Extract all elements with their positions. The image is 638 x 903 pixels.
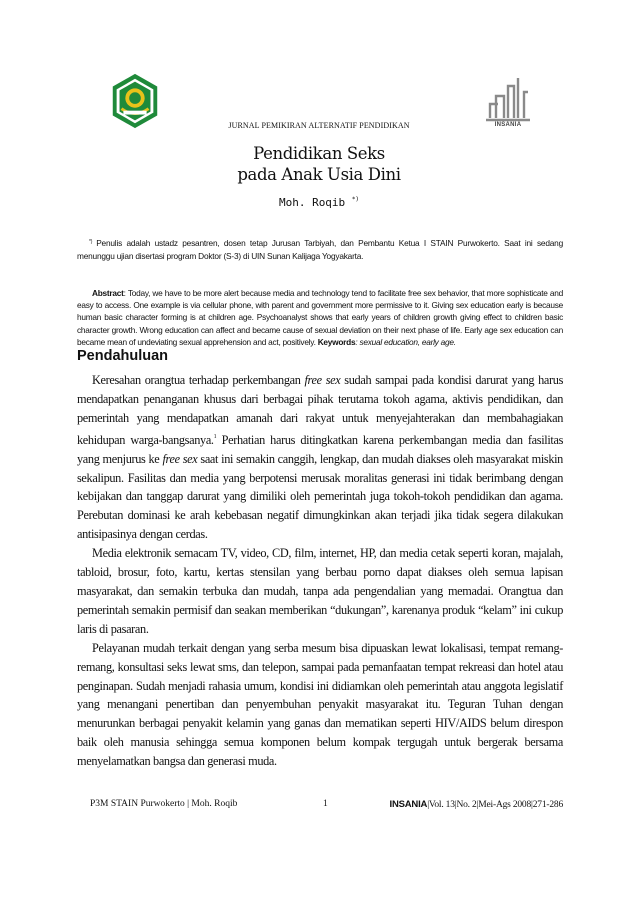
- footnote-mark: *): [89, 239, 93, 245]
- journal-name: JURNAL PEMIKIRAN ALTERNATIF PENDIDIKAN: [228, 121, 410, 130]
- footer-publisher: P3M STAIN Purwokerto | Moh. Roqib: [90, 799, 238, 809]
- paragraph-2: Media elektronik semacam TV, video, CD, film, internet, HP, dan media cetak seperti koran, majalah, tabloid, brosur, foto, kartu, kertas stensilan yang berbau porno dapat diakses oleh semua lapisan masyarakat, dan semakin terbuka dan mudah, tanpa ada pengendalian yang memadai. Orangtua dan pemerintah semakin permisif dan seakan memberikan “dukungan”, karenanya produk “kelam” ini cukup laris di pasaran.: [77, 546, 563, 636]
- author-line: [0, 196, 638, 209]
- paragraph-3: Pelayanan mudah terkait dengan yang serba mesum bisa dipuaskan lewat lokalisasi, tempat remang-remang, konsultasi seks lewat sms, dan telepon, sampai pada pemanfaatan tempat rekreasi dan hotel atau penginapan. Sudah menjadi rahasia umum, kondisi ini didiamkan oleh pemerintah atau anggota legislatif yang menangani penertiban dan penyembuhan penyakit masyarakat itu. Teguran Tuhan dengan menurunkan berbagai penyakit kelamin yang ganas dan mematikan seperti HIV/AIDS belum direspon baik oleh manusia sehingga semua komponen belum kompak tergugah untuk bergerak bersama menyelamatkan bangsa dan generasi muda.: [77, 640, 563, 769]
- section-body: [77, 371, 563, 771]
- keywords-label: Keywords: [317, 336, 356, 347]
- footnote-ref-1: 1: [213, 433, 217, 440]
- logo-caption: INSANIA: [494, 122, 522, 128]
- article-title: [0, 143, 638, 185]
- p1-text-d: Perhatian harus ditingkatkan karena perkembangan media dan fasilitas yang menjurus ke: [77, 432, 563, 466]
- title-line-1: Pendidikan Seks: [253, 144, 385, 163]
- p1-term-free-sex: free sex: [304, 373, 341, 387]
- page-number: 1: [323, 799, 328, 809]
- keywords-text: : sexual education, early age.: [355, 336, 456, 347]
- abstract: [77, 287, 563, 348]
- paragraph-1: [77, 371, 563, 544]
- p1-term-free-sex-2: free sex: [162, 451, 198, 466]
- footer-citation: [390, 799, 563, 810]
- author-footnote: [77, 236, 563, 263]
- author-footnote-mark: *): [351, 196, 360, 203]
- p1-text-c: sudah sampai pada kondisi darurat yang harus mendapatkan penanganan khusus dari berbagai pihak terutama tokoh agama, aktivis pendidikan, dan pemerintah yang mendapatkan amanah dari rakyat untuk menyejahterakan dan membahagiakan kehidupan warga-bangsanya.: [77, 373, 564, 447]
- p1-text-a: Keresahan orangtua terhadap perkembangan: [92, 373, 305, 387]
- footnote-text: Penulis adalah ustadz pesantren, dosen tetap Jurusan Tarbiyah, dan Pembantu Ketua I STAIN Purwokerto. Saat ini sedang menunggu ujian disertasi program Doktor (S-3) di UIN Sunan Kalijaga Yogyakarta.: [77, 238, 563, 261]
- author-name: Moh. Roqib: [278, 196, 346, 209]
- title-line-2: pada Anak Usia Dini: [237, 165, 401, 184]
- page-footer: [90, 799, 563, 813]
- footer-issue: |Vol. 13|No. 2|Mei-Ags 2008|271-286: [427, 800, 563, 810]
- abstract-label: Abstract: [92, 288, 124, 298]
- section-heading: Pendahuluan: [77, 348, 169, 364]
- footer-journal: INSANIA: [389, 799, 428, 810]
- abstract-text: : Today, we have to be more alert because media and technology tend to facilitate free sex behavior, that more sophisticate and easy to access. One example is via cellular phone, with parent and government more permissive to it. Giving sex education early is because human basic character forming is at children age. Psychoanalyst shows that early years of children growth giving effect to children basic character growth. Wrong education can affect and became cause of sexual deviation on their next phase of life. Early age sex education can became mean of undeviating sexual apprehension and act, positively.: [77, 288, 563, 347]
- p1-text-f: saat ini semakin canggih, lengkap, dan mudah diakses oleh masyarakat miskin sekalipun. Fasilitas dan media yang berpotensi merusak moralitas generasi ini tidak berimbang dengan kebijakan dan tanggap darurat yang dimiliki oleh pemerintah juga tokoh-tokoh pendidikan dan agama. Perebutan dominasi ke arah kebebasan negatif dimungkinkan akan terjadi jika tidak segera dilakukan antisipasinya dengan cerdas.: [77, 451, 563, 542]
